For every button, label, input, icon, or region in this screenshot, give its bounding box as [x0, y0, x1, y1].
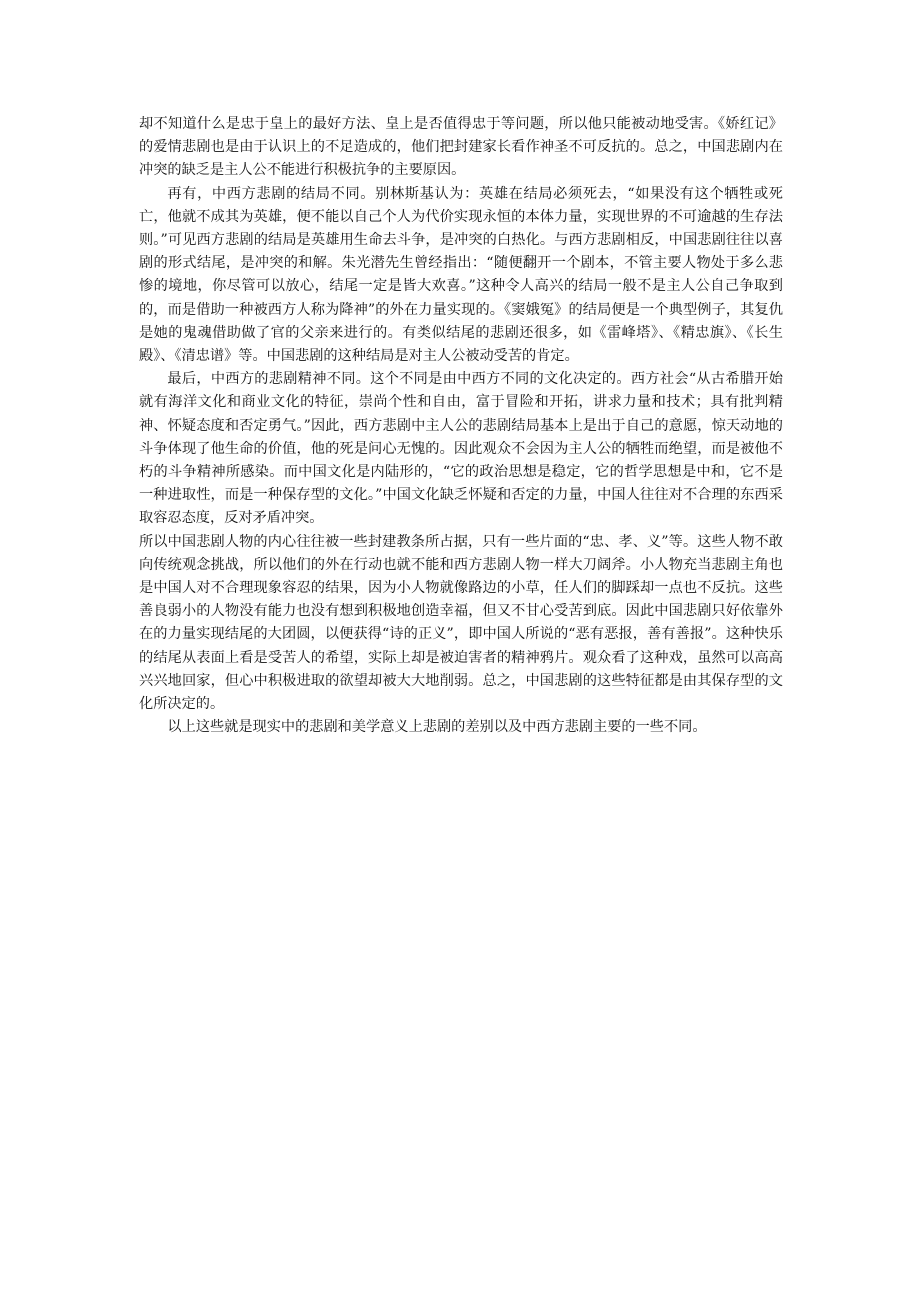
paragraph-4: 所以中国悲剧人物的内心往往被一些封建教条所占据，只有一些片面的“忠、孝、义”等。这些人物不敢向传统观念挑战，所以他们的外在行动也就不能和西方悲剧人物一样大刀阔斧。小人物充当悲剧主角也是中国人对不合理现象容忍的结果，因为小人物就像路边的小草，任人们的脚踩却一点也不反抗。这些善良弱小的人物没有能力也没有想到积极地创造幸福，但又不甘心受苦到底。因此中国悲剧只好依靠外在的力量实现结尾的大团圆，以便获得“诗的正义”，即中国人所说的“恶有恶报，善有善报”。这种快乐的结尾从表面上看是受苦人的希望，实际上却是被迫害者的精神鸦片。观众看了这种戏，虽然可以高高兴兴地回家，但心中积极进取的欲望却被大大地削弱。总之，中国悲剧的这些特征都是由其保存型的文化所决定的。 — [139, 533, 783, 713]
paragraph-2: 再有，中西方悲剧的结局不同。别林斯基认为：英雄在结局必须死去，“如果没有这个牺牲或死亡，他就不成其为英雄，便不能以自己个人为代价实现永恒的本体力量，实现世界的不可逾越的生存法则。”可见西方悲剧的结局是英雄用生命去斗争，是冲突的白热化。与西方悲剧相反，中国悲剧往往以喜剧的形式结尾，是冲突的和解。朱光潜先生曾经指出：“随便翻开一个剧本，不管主要人物处于多么悲惨的境地，你尽管可以放心，结尾一定是皆大欢喜。”这种令人高兴的结局一般不是主人公自己争取到的，而是借助一种被西方人称为降神”的外在力量实现的。《窦娥冤》的结局便是一个典型例子，其复仇是她的鬼魂借助做了官的父亲来进行的。有类似结尾的悲剧还很多，如《雷峰塔》、《精忠旗》、《长生殿》、《清忠谱》等。中国悲剧的这种结局是对主人公被动受苦的肯定。 — [139, 185, 783, 365]
paragraph-1: 却不知道什么是忠于皇上的最好方法、皇上是否值得忠于等问题，所以他只能被动地受害。《娇红记》的爱情悲剧也是由于认识上的不足造成的，他们把封建家长看作神圣不可反抗的。总之，中国悲剧内在冲突的缺乏是主人公不能进行积极抗争的主要原因。 — [139, 116, 783, 179]
document-body — [139, 113, 783, 739]
paragraph-3: 最后，中西方的悲剧精神不同。这个不同是由中西方不同的文化决定的。西方社会“从古希腊开始就有海洋文化和商业文化的特征，崇尚个性和自由，富于冒险和开拓，讲求力量和技术；具有批判精神、怀疑态度和否定勇气。”因此，西方悲剧中主人公的悲剧结局基本上是出于自己的意愿，惊天动地的斗争体现了他生命的价值，他的死是问心无愧的。因此观众不会因为主人公的牺牲而绝望，而是被他不朽的斗争精神所感染。而中国文化是内陆形的，“它的政治思想是稳定，它的哲学思想是中和，它不是一种进取性，而是一种保存型的文化。”中国文化缺乏怀疑和否定的力量，中国人往往对不合理的东西采取容忍态度，反对矛盾冲突。 — [139, 371, 783, 527]
paragraph-5: 以上这些就是现实中的悲剧和美学意义上悲剧的差别以及中西方悲剧主要的一些不同。 — [167, 719, 707, 736]
